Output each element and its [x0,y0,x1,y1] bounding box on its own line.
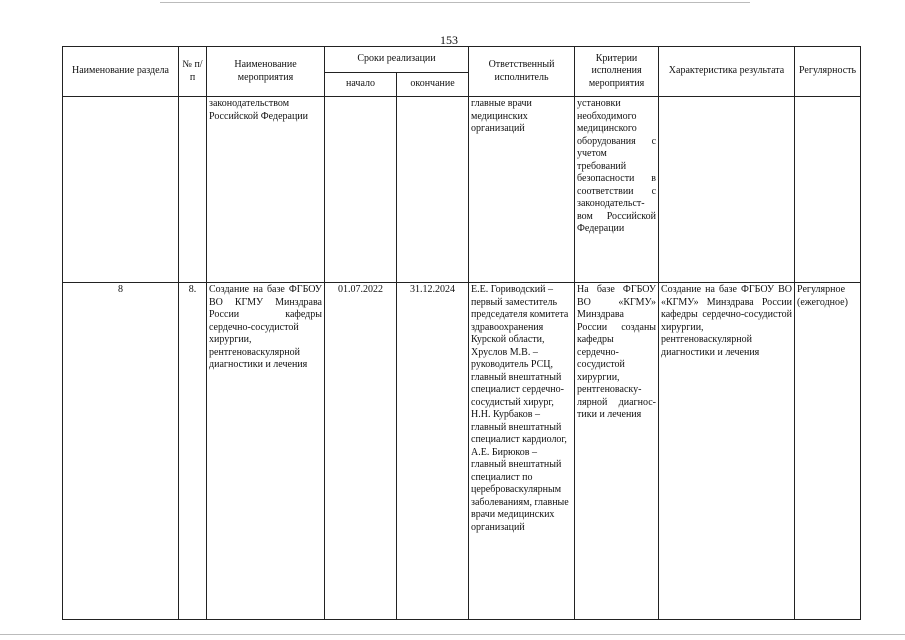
header-section-name: Наименование раздела [63,47,179,97]
header-event-name: Наименование мероприятия [207,47,325,97]
header-regularity: Регулярность [795,47,861,97]
header-end: окончание [397,73,469,97]
table-row-continued [63,97,861,283]
cell-criteria: На базе ФГБОУ ВО «КГМУ» Минздрава России созданы кафедры сердечно-сосудистой хирургии, рентгеноваску-лярной диагнос-тики и лечения [575,283,659,620]
action-plan-table [62,46,861,620]
cell-start [325,97,397,283]
cell-regularity: Регулярное (ежегодное) [795,283,861,620]
cell-criteria: установки необходимого медицинского оборудования с учетом требований безопасности в соответствии с законодательст-вом Российской Федерации [575,97,659,283]
cell-result [659,97,795,283]
top-scan-rule [160,2,750,3]
cell-number [179,97,207,283]
header-criteria: Критерии исполнения мероприятия [575,47,659,97]
cell-start: 01.07.2022 [325,283,397,620]
table-row-8 [63,283,861,620]
cell-event: Создание на базе ФГБОУ ВО КГМУ Минздрава России кафедры сердечно-сосудистой хирургии, рентгеноваскулярной диагностики и лечения [207,283,325,620]
cell-number: 8. [179,283,207,620]
page-number: 153 [440,33,458,47]
header-terms: Сроки реализации [325,47,469,73]
cell-regularity [795,97,861,283]
cell-result: Создание на базе ФГБОУ ВО «КГМУ» Минздрава России кафедры сердечно-сосудистой хирургии, рентгеноваскулярной диагностики и лечения [659,283,795,620]
cell-section [63,97,179,283]
cell-section: 8 [63,283,179,620]
cell-responsible: главные врачи медицинских организаций [469,97,575,283]
cell-end [397,97,469,283]
header-number: № п/п [179,47,207,97]
header-start: начало [325,73,397,97]
bottom-scan-rule [0,634,905,635]
cell-responsible: Е.Е. Гориводский – первый заместитель председателя комитета здравоохранения Курской области, Хруслов М.В. – руководитель РСЦ, главный внештатный специалист сердечно-сосудистый хирург, Н.Н. Курбаков – главный внештатный специалист кардиолог, А.Е. Бирюков – главный внештатный специалист по цереброваскулярным заболеваниям, главные врачи медицинских организаций [469,283,575,620]
cell-event: законодательством Российской Федерации [207,97,325,283]
cell-end: 31.12.2024 [397,283,469,620]
header-result: Характеристика результата [659,47,795,97]
header-responsible: Ответственный исполнитель [469,47,575,97]
